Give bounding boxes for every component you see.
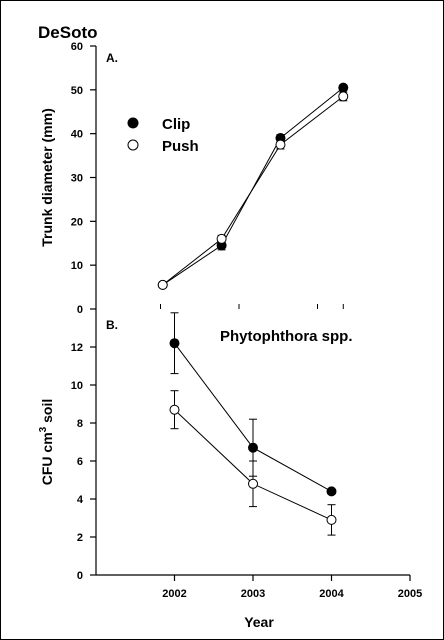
chart-title: DeSoto <box>38 23 98 42</box>
y-tick-label: 0 <box>76 570 83 582</box>
y-axis-label-main: Trunk diameter (mm) <box>39 108 55 247</box>
y-tick-label: 50 <box>70 84 83 97</box>
legend-marker-push <box>128 140 138 150</box>
panel-1 <box>38 309 422 630</box>
data-point-push <box>249 479 258 488</box>
panel-label: A. <box>106 51 118 65</box>
x-tick-label: 2002 <box>162 588 187 600</box>
data-point-clip <box>327 487 336 496</box>
x-tick-label: 2004 <box>319 588 344 600</box>
legend-label-push: Push <box>162 138 199 155</box>
y-tick-label: 12 <box>70 342 83 354</box>
y-axis-label <box>39 108 55 246</box>
y-tick-label: 40 <box>70 128 83 141</box>
y-tick-label: 2 <box>76 532 83 544</box>
y-axis-label <box>38 399 55 485</box>
data-point-push <box>339 92 348 101</box>
panel-label: B. <box>106 318 118 332</box>
legend <box>128 116 199 155</box>
panel-0 <box>39 41 348 316</box>
x-axis-label: Year <box>244 614 274 630</box>
y-tick-label: 6 <box>76 456 83 468</box>
data-point-clip <box>249 443 258 452</box>
y-axis-label-main: CFU cm <box>39 432 55 486</box>
data-point-push <box>327 515 336 524</box>
data-point-push <box>170 405 179 414</box>
data-point-push <box>217 234 226 243</box>
y-axis-label-superscript: 3 <box>38 426 49 433</box>
y-tick-label: 60 <box>70 41 83 53</box>
y-tick-label: 20 <box>70 216 83 229</box>
data-point-clip <box>339 83 348 92</box>
x-tick-label: 2003 <box>240 588 266 600</box>
y-tick-label: 30 <box>70 172 83 185</box>
y-tick-label: 8 <box>76 418 83 430</box>
panel-annotation: Phytophthora spp. <box>220 328 353 345</box>
data-point-push <box>158 280 167 289</box>
legend-marker-clip <box>128 118 138 128</box>
y-tick-label: 0 <box>76 304 83 316</box>
data-point-push <box>276 140 285 149</box>
y-tick-label: 10 <box>70 380 83 392</box>
y-tick-label: 4 <box>76 494 83 506</box>
y-tick-label: 10 <box>70 260 83 273</box>
data-point-clip <box>170 339 179 348</box>
y-axis-label-suffix: soil <box>39 398 55 427</box>
legend-label-clip: Clip <box>162 116 191 133</box>
x-tick-label: 2005 <box>397 588 423 600</box>
